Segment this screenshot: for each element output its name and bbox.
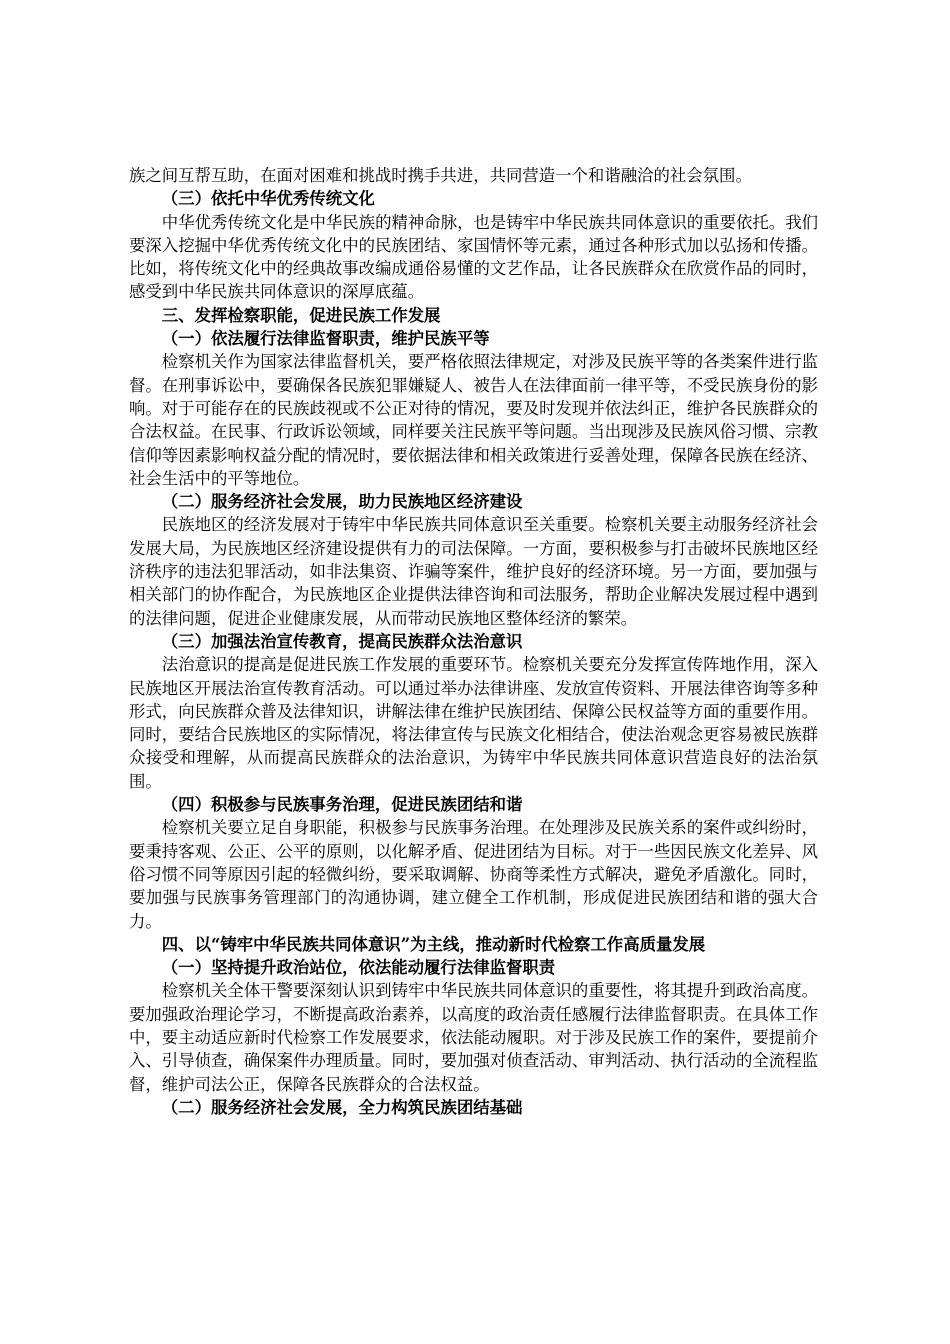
chapter-heading: 三、发挥检察职能，促进民族工作发展 [161,305,441,325]
chapter-heading: 四、以“铸牢中华民族共同体意识”为主线，推动新时代检察工作高质量发展 [161,934,706,954]
section-heading: （二）服务经济社会发展，全力构筑民族团结基础 [161,1097,523,1117]
paragraph: 检察机关作为国家法律监督机关，要严格依照法律规定，对涉及民族平等的各类案件进行监督。在刑事诉讼中，要确保各民族犯罪嫌疑人、被告人在法律面前一律平等，不受民族身份的影响。对于可能存在的民族歧视或不公正对待的情况，要及时发现并依法纠正，维护各民族群众的合法权益。在民事、行政诉讼领域，同样要关注民族平等问题。当出现涉及民族风俗习惯、宗教信仰等因素影响权益分配的情况时，要依据法律和相关政策进行妥善处理，保障各民族在经济、社会生活中的平等地位。 [129,352,818,488]
section-heading: （三）加强法治宣传教育，提高民族群众法治意识 [161,631,523,651]
paragraph: 民族地区的经济发展对于铸牢中华民族共同体意识至关重要。检察机关要主动服务经济社会发展大局，为民族地区经济建设提供有力的司法保障。一方面，要积极参与打击破坏民族地区经济秩序的违法犯罪活动，如非法集资、诈骗等案件，维护良好的经济环境。另一方面，要加强与相关部门的协作配合，为民族地区企业提供法律咨询和司法服务，帮助企业解决发展过程中遇到的法律问题，促进企业健康发展，从而带动民族地区整体经济的繁荣。 [129,515,818,628]
paragraph: 族之间互帮互助，在面对困难和挑战时携手共进，共同营造一个和谐融洽的社会氛围。 [129,166,752,185]
section-heading: （一）坚持提升政治站位，依法能动履行法律监督职责 [161,958,556,978]
document-page [129,164,818,1119]
section-heading: （四）积极参与民族事务治理，促进民族团结和谐 [161,795,523,815]
section-heading: （一）依法履行法律监督职责，维护民族平等 [161,329,490,349]
section-heading: （二）服务经济社会发展，助力民族地区经济建设 [161,492,523,512]
paragraph: 中华优秀传统文化是中华民族的精神命脉，也是铸牢中华民族共同体意识的重要依托。我们要深入挖掘中华优秀传统文化中的民族团结、家国情怀等元素，通过各种形式加以弘扬和传播。比如，将传统文化中的经典故事改编成通俗易懂的文艺作品，让各民族群众在欣赏作品的同时，感受到中华民族共同体意识的深厚底蕴。 [129,212,818,302]
paragraph: 检察机关要立足自身职能，积极参与民族事务治理。在处理涉及民族关系的案件或纠纷时，要秉持客观、公正、公平的原则，以化解矛盾、促进团结为目标。对于一些因民族文化差异、风俗习惯不同等原因引起的轻微纠纷，要采取调解、协商等柔性方式解决，避免矛盾激化。同时，要加强与民族事务管理部门的沟通协调，建立健全工作机制，形成促进民族团结和谐的强大合力。 [129,818,818,931]
paragraph: 检察机关全体干警要深刻认识到铸牢中华民族共同体意识的重要性，将其提升到政治高度。要加强政治理论学习，不断提高政治素养，以高度的政治责任感履行法律监督职责。在具体工作中，要主动适应新时代检察工作发展要求，依法能动履职。对于涉及民族工作的案件，要提前介入、引导侦查，确保案件办理质量。同时，要加强对侦查活动、审判活动、执行活动的全流程监督，维护司法公正，保障各民族群众的合法权益。 [129,981,818,1094]
paragraph: 法治意识的提高是促进民族工作发展的重要环节。检察机关要充分发挥宣传阵地作用，深入民族地区开展法治宣传教育活动。可以通过举办法律讲座、发放宣传资料、开展法律咨询等多种形式，向民族群众普及法律知识，讲解法律在维护民族团结、保障公民权益等方面的重要作用。同时，要结合民族地区的实际情况，将法律宣传与民族文化相结合，使法治观念更容易被民族群众接受和理解，从而提高民族群众的法治意识，为铸牢中华民族共同体意识营造良好的法治氛围。 [129,655,818,791]
section-heading: （三）依托中华优秀传统文化 [161,189,375,209]
